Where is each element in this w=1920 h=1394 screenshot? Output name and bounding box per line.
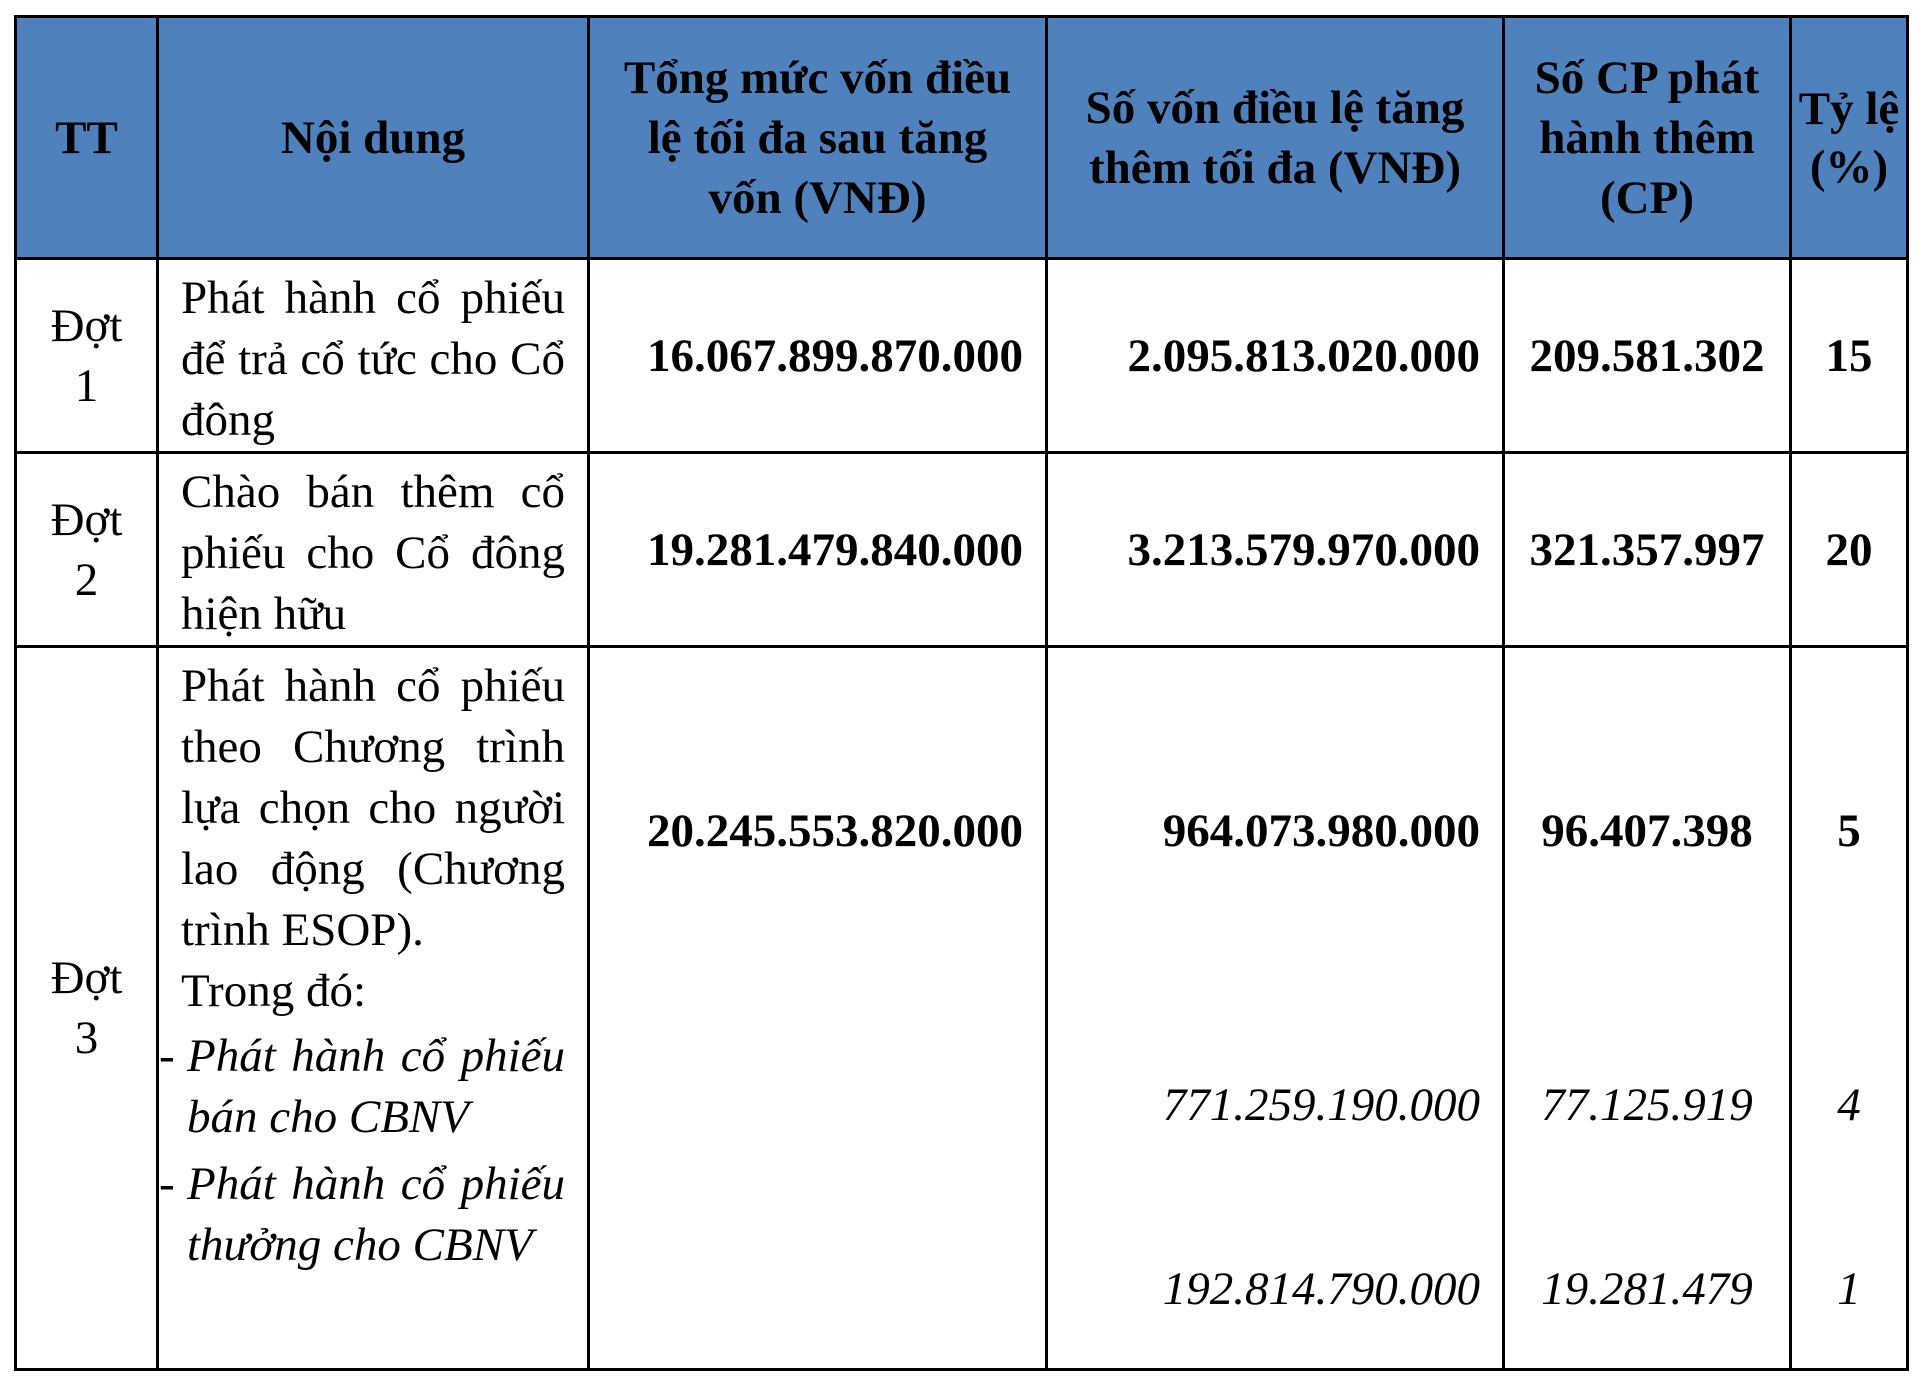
row-ty-le (1791, 647, 1908, 1370)
row-tong-muc-von (589, 647, 1047, 1370)
header-noi-dung: Nội dung (158, 17, 589, 259)
table-row (16, 647, 1908, 1370)
sub-item-2-ty-le: 1 (1837, 1263, 1861, 1315)
sub-item-2-text: Phát hành cổ phiếu thưởng cho CBNV (187, 1158, 565, 1271)
row-so-von-tang (1047, 647, 1504, 1370)
row-so-von-tang: 3.213.579.970.000 (1047, 453, 1504, 647)
row-tt: Đợt 3 (16, 647, 158, 1370)
header-row (16, 17, 1908, 259)
row-tong-muc-von-value: 20.245.553.820.000 (647, 805, 1023, 857)
header-so-von-tang: Số vốn điều lệ tăng thêm tối đa (VNĐ) (1047, 17, 1504, 259)
sub-item-1-so-von-tang: 771.259.190.000 (1162, 1079, 1480, 1131)
row-so-cp-value: 96.407.398 (1541, 805, 1753, 857)
dash-marker: - (159, 1158, 175, 1210)
header-tt: TT (16, 17, 158, 259)
row-ty-le: 20 (1791, 453, 1908, 647)
row-trong-do: Trong đó: (181, 965, 367, 1017)
row-tt: Đợt 2 (16, 453, 158, 647)
dash-marker: - (159, 1030, 175, 1082)
sub-item-2-so-von-tang: 192.814.790.000 (1162, 1263, 1480, 1315)
row-so-cp (1504, 647, 1791, 1370)
row-so-von-tang: 2.095.813.020.000 (1047, 259, 1504, 453)
header-ty-le: Tỷ lệ (%) (1791, 17, 1908, 259)
sub-item-1-so-cp: 77.125.919 (1541, 1079, 1753, 1131)
row-noi-dung-text: Chào bán thêm cổ phiếu cho Cổ đông hiện hữu (181, 466, 565, 640)
row-tong-muc-von: 16.067.899.870.000 (589, 259, 1047, 453)
sub-item-1 (159, 1026, 565, 1148)
row-noi-dung-text: Phát hành cổ phiếu theo Chương trình lựa chọn cho người lao động (Chương trình ESOP). (181, 660, 565, 956)
row-so-cp: 209.581.302 (1504, 259, 1791, 453)
table-row (16, 259, 1908, 453)
row-so-cp: 321.357.997 (1504, 453, 1791, 647)
table-row (16, 453, 1908, 647)
capital-increase-table (14, 15, 1909, 1371)
sub-item-2-so-cp: 19.281.479 (1541, 1263, 1753, 1315)
row-tong-muc-von: 19.281.479.840.000 (589, 453, 1047, 647)
row-noi-dung (158, 453, 589, 647)
header-tong-muc-von: Tổng mức vốn điều lệ tối đa sau tăng vốn (VNĐ) (589, 17, 1047, 259)
row-ty-le: 15 (1791, 259, 1908, 453)
sub-item-2 (159, 1154, 565, 1276)
row-noi-dung (158, 259, 589, 453)
row-tt: Đợt 1 (16, 259, 158, 453)
row-noi-dung-text: Phát hành cổ phiếu để trả cổ tức cho Cổ đông (181, 272, 565, 446)
row-noi-dung (158, 647, 589, 1370)
sub-item-1-ty-le: 4 (1837, 1079, 1861, 1131)
sub-item-1-text: Phát hành cổ phiếu bán cho CBNV (187, 1030, 565, 1143)
row-ty-le-value: 5 (1837, 805, 1861, 857)
row-so-von-tang-value: 964.073.980.000 (1162, 805, 1480, 857)
header-so-cp: Số CP phát hành thêm (CP) (1504, 17, 1791, 259)
